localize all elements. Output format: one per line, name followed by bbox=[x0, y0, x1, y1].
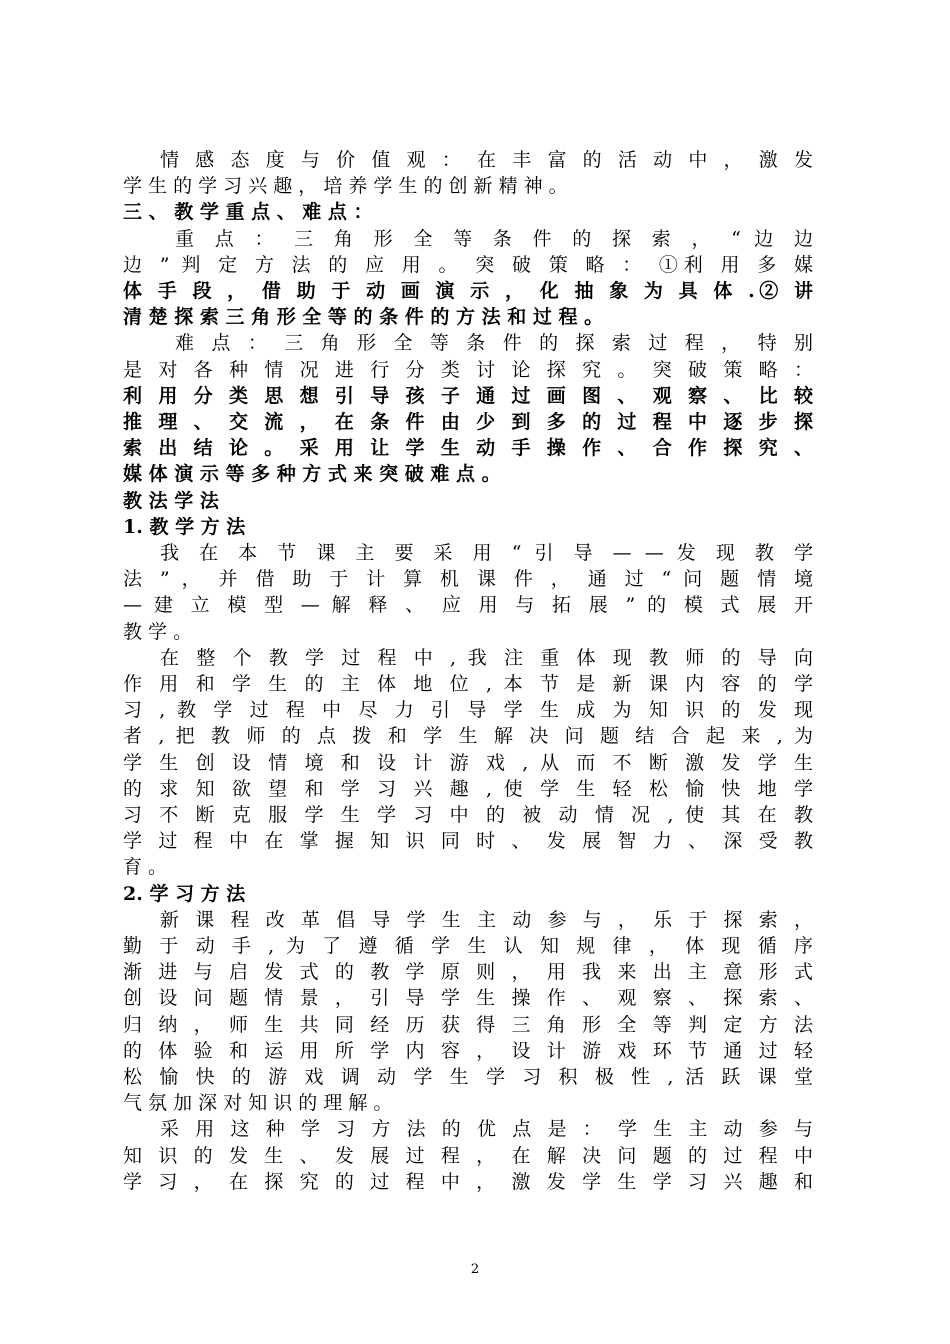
text-line: 索 出 结 论 。 采 用 让 学 生 动 手 操 作 、 合 作 探 究 、 bbox=[123, 437, 813, 459]
text-line: 我 在 本 节 课 主 要 采 用 “ 引 导 — — 发 现 教 学 bbox=[160, 542, 813, 564]
text-line: 学 过 程 中 在 掌 握 知 识 同 时 、 发 展 智 力 、 深 受 教 bbox=[123, 830, 813, 852]
text-line: 习 不 断 克 服 学 生 学 习 中 的 被 动 情 况 , 使 其 在 教 bbox=[123, 804, 813, 826]
text-line: 学 习 ， 在 探 究 的 过 程 中 ， 激 发 学 生 学 习 兴 趣 和 bbox=[123, 1171, 813, 1193]
text-line: 学 生 创 设 情 境 和 设 计 游 戏 , 从 而 不 断 激 发 学 生 bbox=[123, 752, 813, 774]
text-line: 2. 学 习 方 法 bbox=[123, 883, 246, 905]
text-line: 边 ” 判 定 方 法 的 应 用 。 突 破 策 略 ： ①利 用 多 媒 bbox=[123, 254, 813, 276]
text-line: 的 体 验 和 运 用 所 学 内 容 ， 设 计 游 戏 环 节 通 过 轻 bbox=[123, 1040, 813, 1062]
text-line: 教 学 。 bbox=[123, 621, 193, 643]
text-line: 媒 体 演 示 等 多 种 方 式 来 突 破 难 点 。 bbox=[123, 463, 501, 485]
text-line: 1. 教 学 方 法 bbox=[123, 516, 246, 538]
text-line: 三 、 教 学 重 点 、 难 点 ： bbox=[123, 201, 373, 223]
text-line: 作 用 和 学 生 的 主 体 地 位 , 本 节 是 新 课 内 容 的 学 bbox=[123, 673, 813, 695]
text-line: 习 , 教 学 过 程 中 尽 力 引 导 学 生 成 为 知 识 的 发 现 bbox=[123, 699, 813, 721]
text-line: 难 点 ： 三 角 形 全 等 条 件 的 探 索 过 程 ， 特 别 bbox=[175, 332, 813, 354]
text-line: 的 求 知 欲 望 和 学 习 兴 趣 , 使 学 生 轻 松 愉 快 地 学 bbox=[123, 778, 813, 800]
text-line: 创 设 问 题 情 景 ， 引 导 学 生 操 作 、 观 察 、 探 索 、 bbox=[123, 987, 813, 1009]
text-line: 新 课 程 改 革 倡 导 学 生 主 动 参 与 ， 乐 于 探 索 ， bbox=[160, 909, 813, 931]
text-line: 学 生 的 学 习 兴 趣 ， 培 养 学 生 的 创 新 精 神 。 bbox=[123, 175, 568, 197]
text-line: 在 整 个 教 学 过 程 中 , 我 注 重 体 现 教 师 的 导 向 bbox=[160, 647, 813, 669]
text-line: 气 氛 加 深 对 知 识 的 理 解 。 bbox=[123, 1092, 393, 1114]
text-line: 重 点 ： 三 角 形 全 等 条 件 的 探 索 ， “ 边 边 bbox=[175, 228, 813, 250]
text-line: 法 ” ， 并 借 助 于 计 算 机 课 件 ， 通 过 “ 问 题 情 境 bbox=[123, 568, 813, 590]
text-line: 是 对 各 种 情 况 进 行 分 类 讨 论 探 究 。 突 破 策 略 ： bbox=[123, 359, 813, 381]
text-line: 者 , 把 教 师 的 点 拨 和 学 生 解 决 问 题 结 合 起 来 , 为 bbox=[123, 725, 813, 747]
text-line: 采 用 这 种 学 习 方 法 的 优 点 是 ： 学 生 主 动 参 与 bbox=[160, 1118, 813, 1140]
text-line: 归 纳 ， 师 生 共 同 经 历 获 得 三 角 形 全 等 判 定 方 法 bbox=[123, 1014, 813, 1036]
text-line: 推 理 、 交 流 ， 在 条 件 由 少 到 多 的 过 程 中 逐 步 探 bbox=[123, 411, 813, 433]
text-line: 利 用 分 类 思 想 引 导 孩 子 通 过 画 图 、 观 察 、 比 较 bbox=[123, 385, 813, 407]
text-line: 体 手 段 ， 借 助 于 动 画 演 示 ， 化 抽 象 为 具 体 .② 讲 bbox=[123, 280, 813, 302]
text-line: 松 愉 快 的 游 戏 调 动 学 生 学 习 积 极 性 , 活 跃 课 堂 bbox=[123, 1066, 813, 1088]
page-number: 2 bbox=[470, 1262, 480, 1277]
text-line: 渐 进 与 启 发 式 的 教 学 原 则 ， 用 我 来 出 主 意 形 式 bbox=[123, 961, 813, 983]
text-line: 育 。 bbox=[123, 856, 168, 878]
text-line: — 建 立 模 型 — 解 释 、 应 用 与 拓 展 ” 的 模 式 展 开 bbox=[123, 594, 813, 616]
text-line: 知 识 的 发 生 、 发 展 过 程 ， 在 解 决 问 题 的 过 程 中 bbox=[123, 1145, 813, 1167]
text-line: 情 感 态 度 与 价 值 观 ： 在 丰 富 的 活 动 中 ， 激 发 bbox=[160, 149, 813, 171]
text-line: 教 法 学 法 bbox=[123, 490, 219, 512]
text-line: 勤 于 动 手 , 为 了 遵 循 学 生 认 知 规 律 ， 体 现 循 序 bbox=[123, 935, 813, 957]
text-line: 清 楚 探 索 三 角 形 全 等 的 条 件 的 方 法 和 过 程 。 bbox=[123, 306, 604, 328]
